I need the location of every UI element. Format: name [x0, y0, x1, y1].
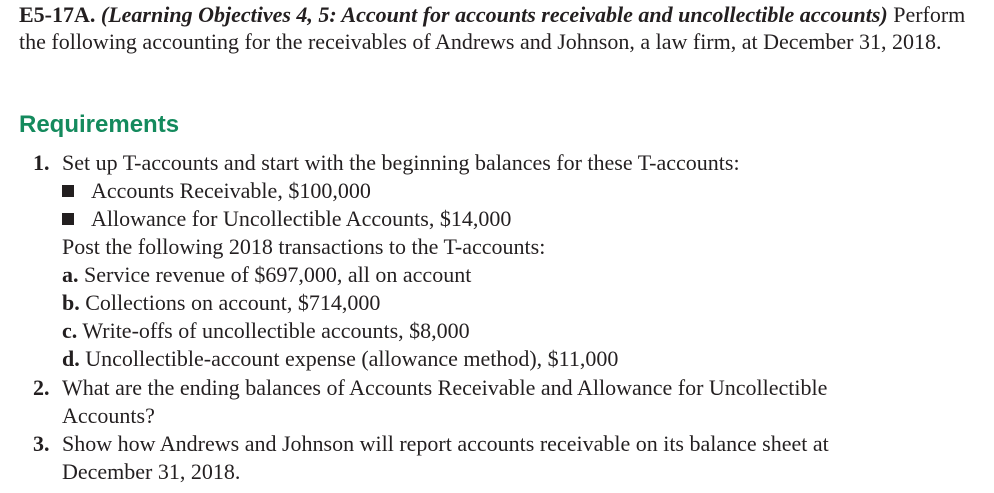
requirement-text-line1: Show how Andrews and Johnson will report accounts receivable on its balance sheet at	[62, 431, 829, 456]
transaction-text: Service revenue of $697,000, all on account	[84, 262, 472, 287]
bullet-text: Accounts Receivable, $100,000	[91, 178, 371, 203]
post-transactions-text: Post the following 2018 transactions to the T-accounts:	[62, 234, 546, 259]
requirement-number: 1.	[33, 150, 50, 175]
transaction-letter: a.	[62, 262, 79, 287]
requirement-number: 3.	[33, 431, 50, 456]
requirement-text-line2: Accounts?	[62, 403, 155, 428]
square-bullet-icon	[62, 185, 74, 197]
requirement-text: Set up T-accounts and start with the beginning balances for these T-accounts:	[62, 150, 740, 175]
requirements-heading: Requirements	[19, 111, 180, 138]
bullet-text: Allowance for Uncollectible Accounts, $14,000	[91, 206, 512, 231]
transaction-letter: d.	[62, 346, 80, 371]
exercise-intro	[19, 1, 979, 55]
exercise-prompt: Perform the following accounting for the receivables of Andrews and Johnson, a law firm, at December 31, 2018.	[19, 2, 966, 54]
requirement-text-line1: What are the ending balances of Accounts Receivable and Allowance for Uncollectible	[62, 375, 828, 400]
transaction-letter: b.	[62, 290, 80, 315]
requirement-number: 2.	[33, 375, 50, 400]
transaction-letter: c.	[62, 318, 78, 343]
learning-objectives: (Learning Objectives 4, 5: Account for accounts receivable and uncollectible accounts)	[100, 2, 888, 27]
square-bullet-icon	[62, 213, 74, 225]
transaction-text: Write-offs of uncollectible accounts, $8,000	[82, 318, 470, 343]
transaction-text: Collections on account, $714,000	[85, 290, 381, 315]
exercise-id: E5-17A.	[19, 2, 96, 27]
requirement-text-line2: December 31, 2018.	[62, 459, 241, 484]
transaction-text: Uncollectible-account expense (allowance method), $11,000	[85, 346, 619, 371]
